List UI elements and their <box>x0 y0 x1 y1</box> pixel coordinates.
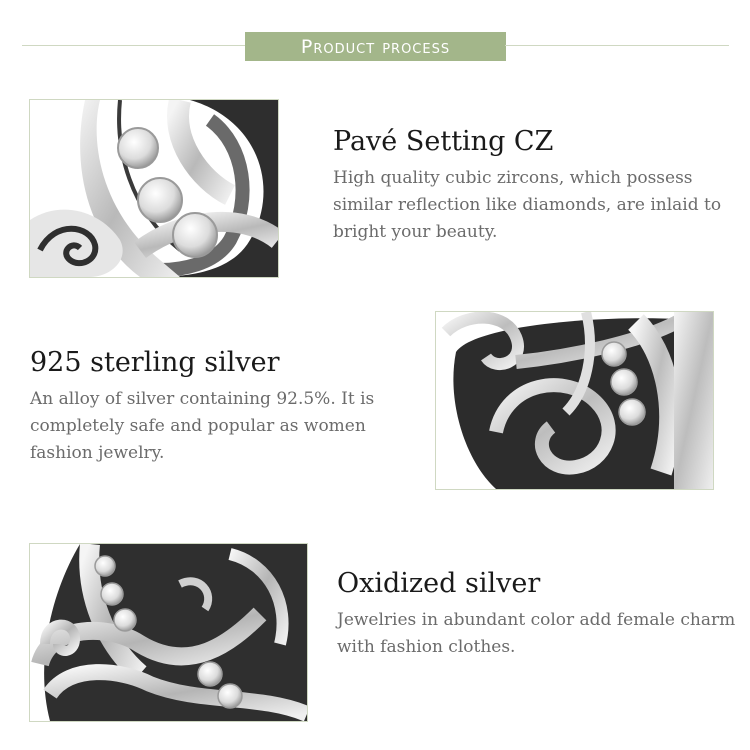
header-rule-right <box>505 45 729 46</box>
feature-description: High quality cubic zircons, which possess similar reflection like diamonds, are inlaid to bright your beauty. <box>333 168 722 242</box>
sterling-silver-photo <box>435 311 714 490</box>
feature-oxidized-silver <box>337 567 737 661</box>
feature-pave-setting <box>333 125 733 246</box>
feature-title: Pavé Setting CZ <box>333 126 554 157</box>
feature-description: An alloy of silver containing 92.5%. It is completely safe and popular as women fashion jewelry. <box>30 389 375 463</box>
feature-title: Oxidized silver <box>337 568 541 599</box>
feature-sterling-silver <box>30 346 420 467</box>
oxidized-silver-photo <box>29 543 308 722</box>
header-rule-left <box>22 45 246 46</box>
pave-setting-photo <box>29 99 279 278</box>
section-banner: Product process <box>245 32 506 61</box>
feature-title: 925 sterling silver <box>30 347 280 378</box>
feature-description: Jewelries in abundant color add female charm with fashion clothes. <box>337 610 736 657</box>
